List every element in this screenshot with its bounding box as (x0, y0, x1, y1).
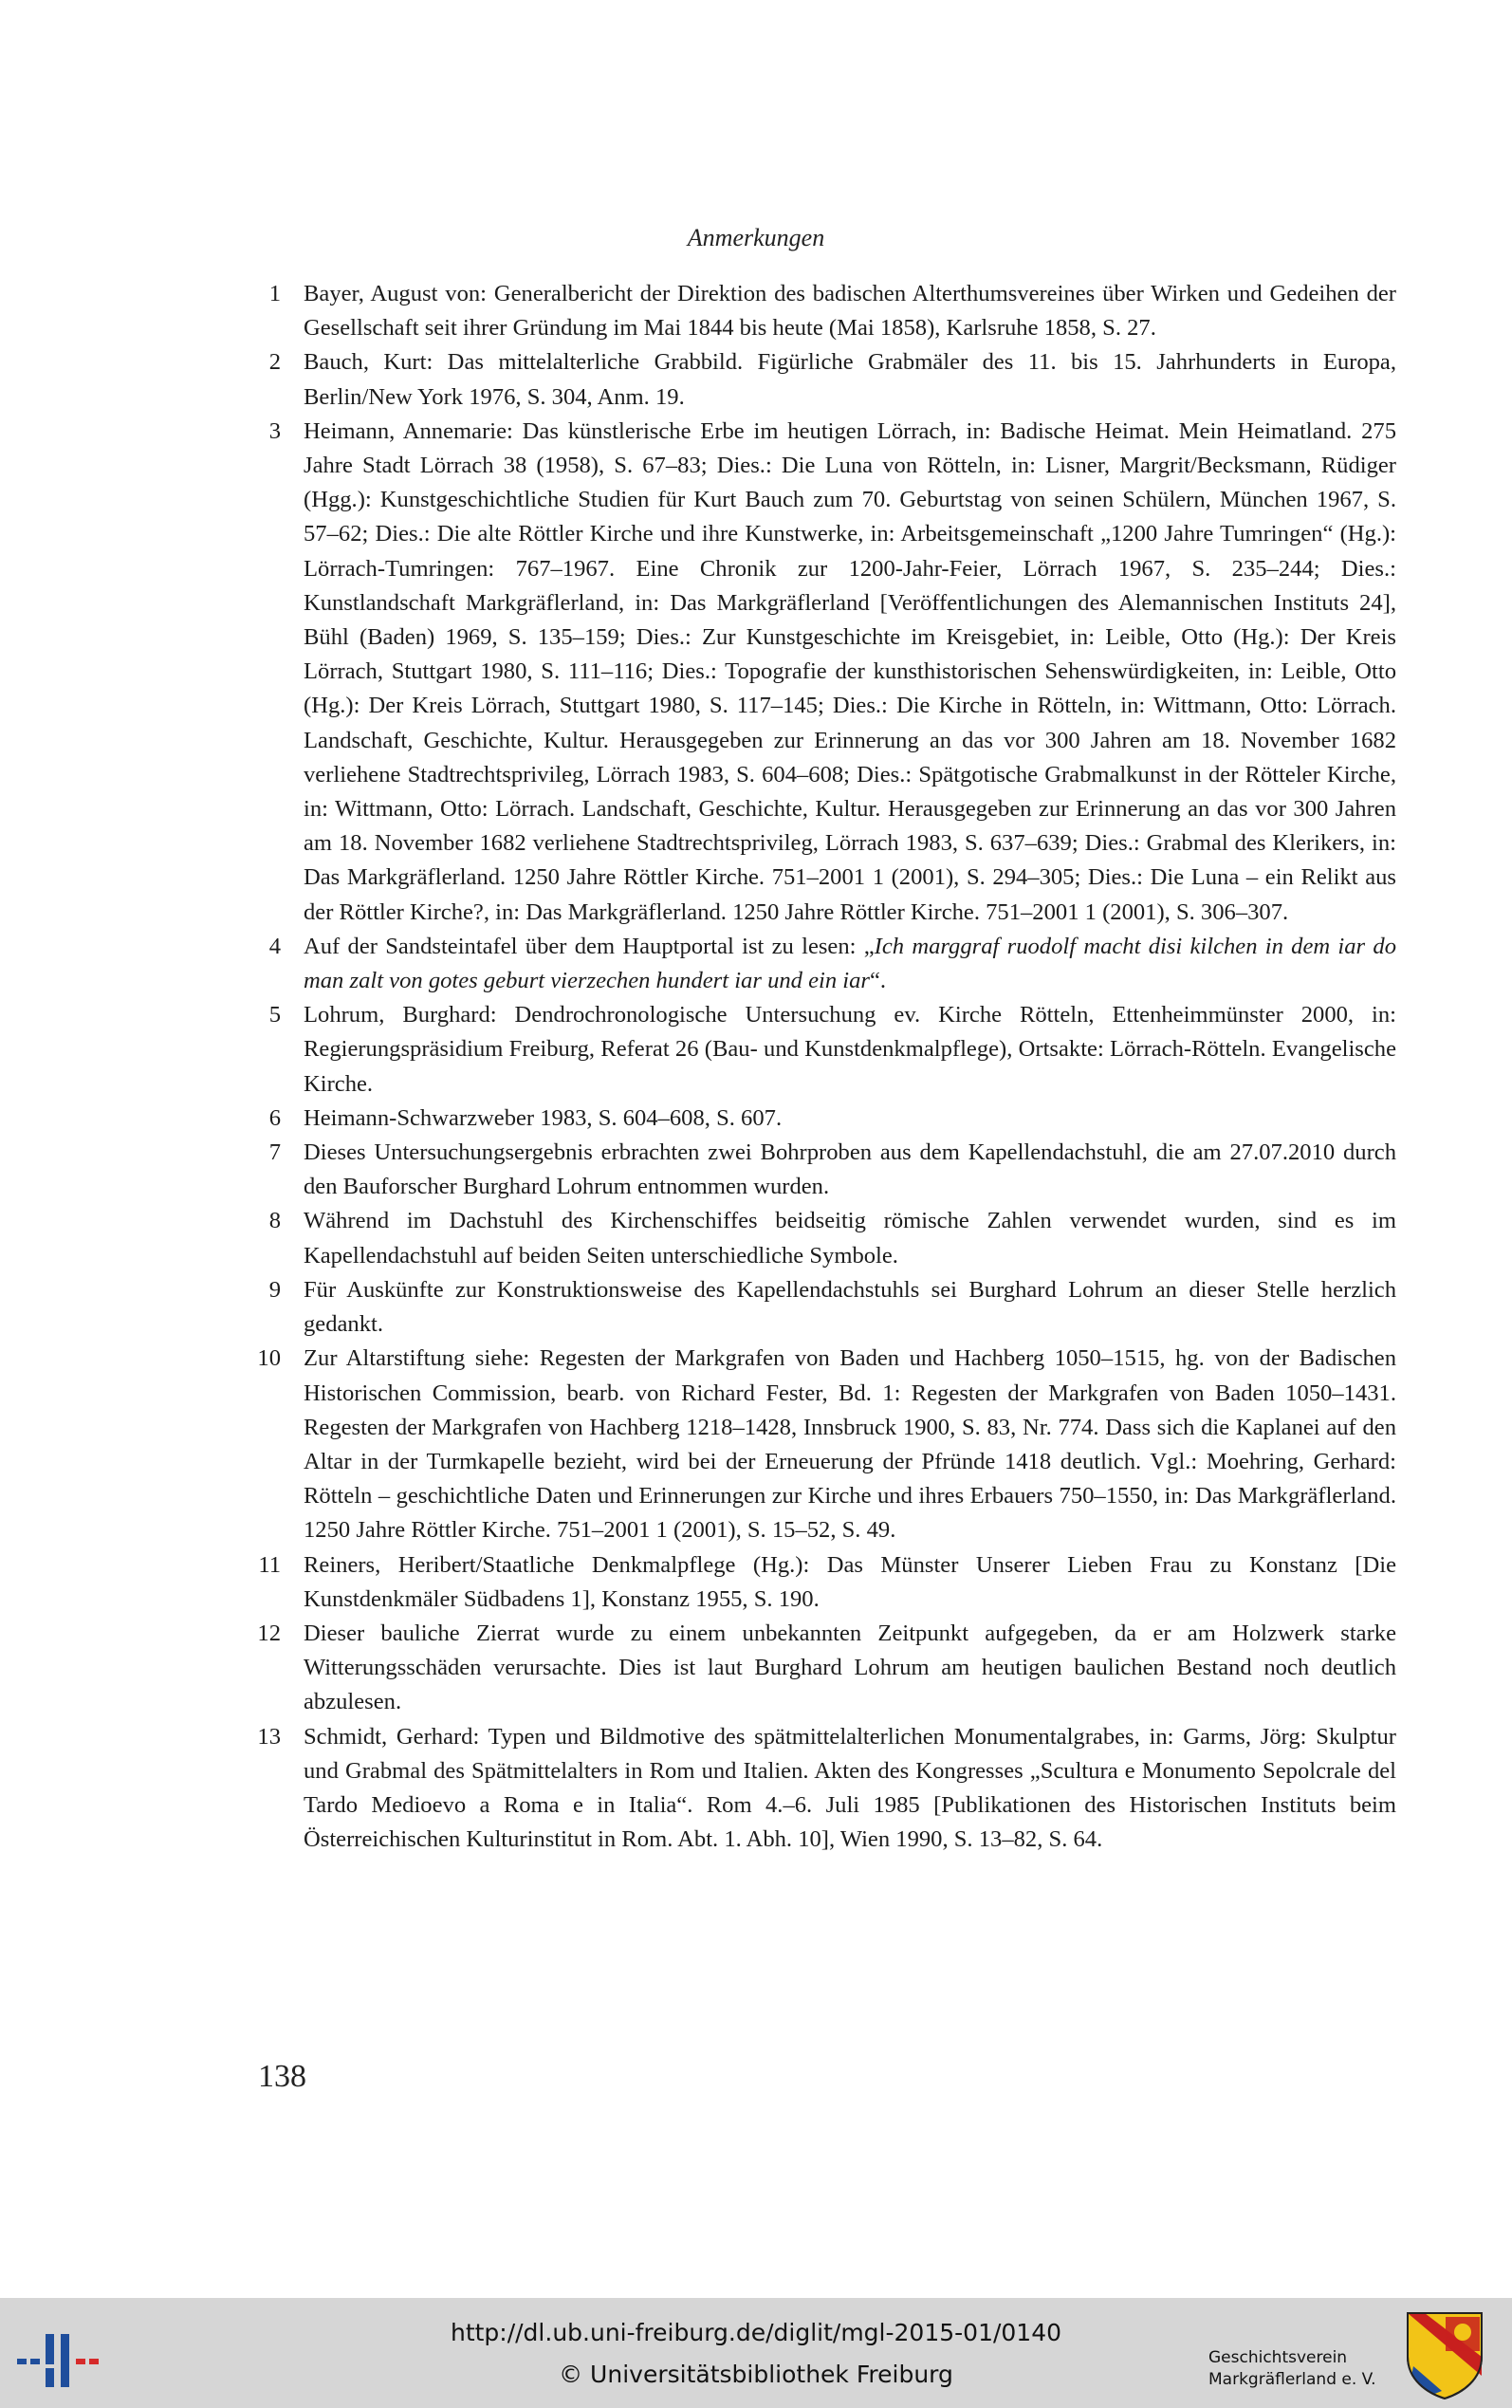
society-name-line2: Markgräflerland e. V. (1208, 2370, 1376, 2389)
endnote-number: 8 (268, 1208, 281, 1234)
endnote-number: 2 (268, 349, 281, 376)
endnote (245, 1136, 1396, 1204)
endnote (245, 277, 1396, 345)
endnote-number: 3 (268, 417, 281, 444)
endnote-number: 10 (257, 1345, 281, 1372)
society-name-line1: Geschichtsverein (1208, 2348, 1348, 2367)
endnote-text: Schmidt, Gerhard: Typen und Bildmotive des spätmittelalterlichen Monumentalgrabes, in: Garms, Jörg: Skulptur und Grabmal des Spätmittelalters in Rom und Italien. Akten des Kongresses „Scultura e Monumento Sepolcrale del Tardo Medioevo a Roma e in Italia“. Rom 4.–6. Juli 1985 [Publikationen des Historischen Instituts beim Österreichischen Kulturinstitut in Rom. Abt. 1. Abh. 10], Wien 1990, S. 13–82, S. 64. (304, 1723, 1396, 1853)
endnote-text: Für Auskünfte zur Konstruktionsweise des Kapellendachstuhls sei Burghard Lohrum an dieser Stelle herzlich gedankt. (304, 1276, 1396, 1338)
endnote (245, 1102, 1396, 1136)
endnotes-list (245, 277, 1396, 1857)
endnote (245, 1273, 1396, 1342)
society-name (1208, 2347, 1389, 2391)
permalink-url[interactable]: http://dl.ub.uni-freiburg.de/diglit/mgl-2015-01/0140 (450, 2319, 1062, 2346)
society-crest-icon[interactable] (1404, 2309, 1485, 2400)
endnote (245, 1342, 1396, 1547)
endnote (245, 1720, 1396, 1858)
endnote-text: Reiners, Heribert/Staatliche Denkmalpflege (Hg.): Das Münster Unserer Lieben Frau zu Konstanz [Die Kunstdenkmäler Südbadens 1], Konstanz 1955, S. 190. (304, 1551, 1396, 1612)
endnote-number: 4 (268, 933, 281, 959)
endnote (245, 930, 1396, 998)
endnote (245, 415, 1396, 930)
endnote-text: Bayer, August von: Generalbericht der Direktion des badischen Alterthumsvereines über Wirken und Gedeihen der Gesellschaft seit ihrer Gründung im Mai 1844 bis heute (Mai 1858), Karlsruhe 1858, S. 27. (304, 281, 1396, 342)
endnote-text: Heimann-Schwarzweber 1983, S. 604–608, S. 607. (304, 1104, 783, 1131)
endnote-text: Lohrum, Burghard: Dendrochronologische Untersuchung ev. Kirche Rötteln, Ettenheimmünster 2000, in: Regierungspräsidium Freiburg, Referat 26 (Bau- und Kunstdenkmalpflege), Ortsakte: Lörrach-Rötteln. Evangelische Kirche. (304, 1002, 1396, 1097)
viewer-footer (0, 2298, 1512, 2408)
endnote-inscription-quote: Ich marggraf ruodolf macht disi kilchen in dem iar do man zalt von gotes geburt vierzechen hundert iar und ein iar (304, 933, 1396, 994)
page-number: 138 (258, 2059, 306, 2094)
endnote (245, 1617, 1396, 1720)
endnote-number: 7 (268, 1139, 281, 1166)
endnote-number: 9 (268, 1276, 281, 1303)
running-head: Anmerkungen (687, 224, 825, 251)
endnote-text (304, 934, 1396, 993)
endnote (245, 1548, 1396, 1617)
endnote (245, 1204, 1396, 1272)
endnote-number: 11 (258, 1551, 281, 1578)
endnote-number: 13 (257, 1723, 281, 1750)
endnote-number: 12 (257, 1620, 281, 1646)
endnote-number: 5 (268, 1002, 281, 1028)
endnote (245, 998, 1396, 1102)
endnote-text: Dieses Untersuchungsergebnis erbrachten zwei Bohrproben aus dem Kapellendachstuhl, die am 27.07.2010 durch den Bauforscher Burghard Lohrum entnommen wurden. (304, 1139, 1396, 1200)
endnote (245, 345, 1396, 414)
endnote-text-after: “. (870, 968, 887, 994)
endnote-text: Während im Dachstuhl des Kirchenschiffes beidseitig römische Zahlen verwendet wurden, sind es im Kapellendachstuhl auf beiden Seiten unterschiedliche Symbole. (304, 1208, 1396, 1269)
endnote-number: 1 (268, 281, 281, 306)
endnote-text: Bauch, Kurt: Das mittelalterliche Grabbild. Figürliche Grabmäler des 11. bis 15. Jahrhunderts in Europa, Berlin/New York 1976, S. 304, Anm. 19. (304, 349, 1396, 410)
copyright-notice: © Universitätsbibliothek Freiburg (559, 2361, 953, 2388)
endnote-text-before: Auf der Sandsteintafel über dem Hauptportal ist zu lesen: „ (304, 933, 875, 959)
endnote-number: 6 (268, 1104, 281, 1131)
endnote-text: Dieser bauliche Zierrat wurde zu einem unbekannten Zeitpunkt aufgegeben, da er am Holzwerk starke Witterungsschäden verursachte. Dies ist laut Burghard Lohrum am heutigen baulichen Bestand noch deutlich abzulesen. (304, 1620, 1396, 1715)
endnote-text: Zur Altarstiftung siehe: Regesten der Markgrafen von Baden und Hachberg 1050–1515, hg. von der Badischen Historischen Commission, bearb. von Richard Fester, Bd. 1: Regesten der Markgrafen von Baden 1050–1431. Regesten der Markgrafen von Hachberg 1218–1428, Innsbruck 1900, S. 83, Nr. 774. Dass sich die Kaplanei auf den Altar in der Turmkapelle bezieht, wird bei der Erneuerung der Pfründe 1418 deutlich. Vgl.: Moehring, Gerhard: Rötteln – geschichtliche Daten und Erinnerungen zur Kirche und ihres Erbauers 750–1550, in: Das Markgräflerland. 1250 Jahre Röttler Kirche. 751–2001 1 (2001), S. 15–52, S. 49. (304, 1345, 1396, 1544)
endnote-text: Heimann, Annemarie: Das künstlerische Erbe im heutigen Lörrach, in: Badische Heimat. Mein Heimatland. 275 Jahre Stadt Lörrach 38 (1958), S. 67–83; Dies.: Die Luna von Rötteln, in: Lisner, Margrit/Becksmann, Rüdiger (Hgg.): Kunstgeschichtliche Studien für Kurt Bauch zum 70. Geburtstag von seinen Schülern, München 1967, S. 57–62; Dies.: Die alte Röttler Kirche und ihre Kunstwerke, in: Arbeitsgemeinschaft „1200 Jahre Tumringen“ (Hg.): Lörrach-Tumringen: 767–1967. Eine Chronik zur 1200-Jahr-Feier, Lörrach 1967, S. 235–244; Dies.: Kunstlandschaft Markgräflerland, in: Das Markgräflerland [Veröffentlichungen des Alemannischen Instituts 24], Bühl (Baden) 1969, S. 135–159; Dies.: Zur Kunstgeschichte im Kreisgebiet, in: Leible, Otto (Hg.): Der Kreis Lörrach, Stuttgart 1980, S. 111–116; Dies.: Topografie der kunsthistorischen Sehenswürdigkeiten, in: Leible, Otto (Hg.): Der Kreis Lörrach, Stuttgart 1980, S. 117–145; Dies.: Die Kirche in Rötteln, in: Wittmann, Otto: Lörrach. Landschaft, Geschichte, Kultur. Herausgegeben zur Erinnerung an das vor 300 Jahren am 18. November 1682 verliehene Stadtrechtsprivileg, Lörrach 1983, S. 604–608; Dies.: Spätgotische Grabmalkunst in der Rötteler Kirche, in: Wittmann, Otto: Lörrach. Landschaft, Geschichte, Kultur. Herausgegeben zur Erinnerung an das vor 300 Jahren am 18. November 1682 verliehene Stadtrechtsprivileg, Lörrach 1983, S. 637–639; Dies.: Grabmal des Klerikers, in: Das Markgräflerland. 1250 Jahre Röttler Kirche. 751–2001 1 (2001), S. 294–305; Dies.: Die Luna – ein Relikt aus der Röttler Kirche?, in: Das Markgräflerland. 1250 Jahre Röttler Kirche. 751–2001 1 (2001), S. 306–307. (304, 417, 1396, 925)
